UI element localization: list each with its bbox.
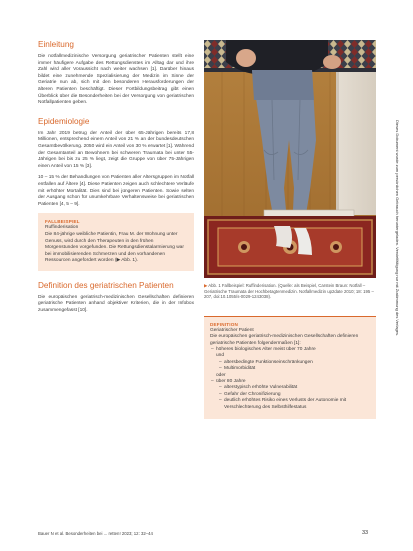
case-example-text: Die 84-jährige weibliche Patientin, Frau M. der Wohnung unter Genuss, wird durch den Therapeuten in den frühen Morgenstunden vorgefunden. Die Rettungsdienstalarmierung war bei immobilisierenden Schmerzen und den vorhandenen Ressourcen angefordert worden (▶ Abb. 1). (45, 232, 184, 264)
patient-on-floor-illustration (204, 40, 376, 278)
case-example-title: Ruffinderisation (45, 225, 79, 231)
photo-caption (204, 283, 376, 300)
list-item: – über 80 Jahre (210, 379, 368, 385)
list-item: und (216, 353, 225, 359)
definition-intro: Die europäischen geriatrisch-medizinischen Gesellschaften definieren geriatrische Patienten folgendermaßen [1]: (210, 334, 359, 346)
right-column (204, 40, 376, 419)
left-column (38, 40, 194, 319)
list-item: – alterstypisch erhöhte Vulnerabilität (210, 385, 368, 391)
list-item: – altersbedingte Funktionseinschränkungen (210, 360, 368, 366)
list-item: – Multimorbidität (210, 366, 368, 372)
definition-title: Geriatrischer Patient (210, 327, 254, 333)
list-item: oder (216, 372, 226, 378)
list-item: – deutlich erhöhtes Risiko eines Verlusts der Autonomie mit Verschlechterung des Selbsthilfestatus (210, 398, 368, 411)
epidemiology-paragraph-2: 10 – 15 % der Behandlungen von Patienten aller Altersgruppen im Notfall entfallen auf Ältere [4]. Diese Patienten zeigen auch schlechtere Verläufe mit erhöhter Mortalität. Dies sind bei jüngeren Patienten. Sowie selten der Ausgang schon für unumkehrbare Verhaltensweise bei geriatrischen Patienten [4, 5 – 9]. (38, 175, 194, 207)
list-item: – Gefahr der Chronifizierung (210, 392, 368, 398)
case-photo (204, 40, 376, 278)
copyright-side-note (392, 120, 400, 460)
epidemiology-paragraph-1: Im Jahr 2019 betrug der Anteil der über 65-Jährigen bereits 17,8 Millionen, entsprechend einem Anteil von 21 % an der bundesdeutschen Gesamtbevölkerung. 2050 wird ein Anteil von 30 % erwartet [1]. Während der Gesamtanteil an Bewohnern bei schweren Traumata bei unter 55-Jährigen bei bis zu 25 % liegt, zeigt die Gruppe von über 75-Jährigen einen Anteil von 15 % [3]. (38, 130, 194, 169)
photo-caption-text: Abb. 1 Fallbeispiel: Ruffinderisation. (Quelle: als Beispiel, Carstein Braun: Notfall – Geriatrische Traumata der Hochbetagtenmedizin. Notfallmedizin up2date 2010; 18: 195 – 207, doi:10.1055/s-0029-1243038). (204, 283, 374, 300)
section-heading-epidemiology: Epidemiologie (38, 116, 90, 126)
caption-arrow-icon: ▶ (204, 283, 208, 288)
page-number: 33 (362, 530, 369, 536)
intro-paragraph: Die notfallmedizinische Versorgung geriatrischer Patienten stellt eine immer häufigere Aufgabe des Rettungsdienstes im Alltag dar und ihre Zahl wird aller Voraussicht nach weiter wachsen [1]. Darüber hinaus bildet eine zunehmende Spezialisierung der Medizin im Sinne der Geriatrie nun ab, sich mit den besonderen Herausforderungen der älteren Patienten beschäftigt. Dieser Fortbildungsbeitrag gibt einen Überblick über die Besonderheiten bei der Versorgung von geriatrischen Notfallpatienten geben. (38, 54, 194, 106)
list-item: – höheres biologisches Alter meist über 70 Jahre (210, 347, 368, 353)
definition-criteria-list (210, 347, 368, 411)
definition-box (204, 317, 376, 419)
case-example-box (38, 213, 194, 270)
copyright-side-note-text: Dieses Dokument wurde zum persönlichen Gebrauch heruntergeladen. Vervielfältigung nur mit Zustimmung des Verlages. (395, 120, 400, 337)
definition-label: DEFINITION (210, 321, 239, 327)
section-heading-definition: Definition des geriatrischen Patienten (38, 280, 174, 290)
case-example-label: FALLBEISPIEL (45, 219, 80, 225)
definition-paragraph: Die europäischen geriatrisch-medizinischen Gesellschaften definieren geriatrische Patienten anhand objektiver Kriterien, die in der Infobox zusammengefasst [10]. (38, 294, 194, 313)
section-heading-intro: Einleitung (38, 40, 74, 49)
footer-citation: Bauer N et al. Besonderheiten bei ... retten! 2023; 12: 32–44 (38, 531, 153, 536)
